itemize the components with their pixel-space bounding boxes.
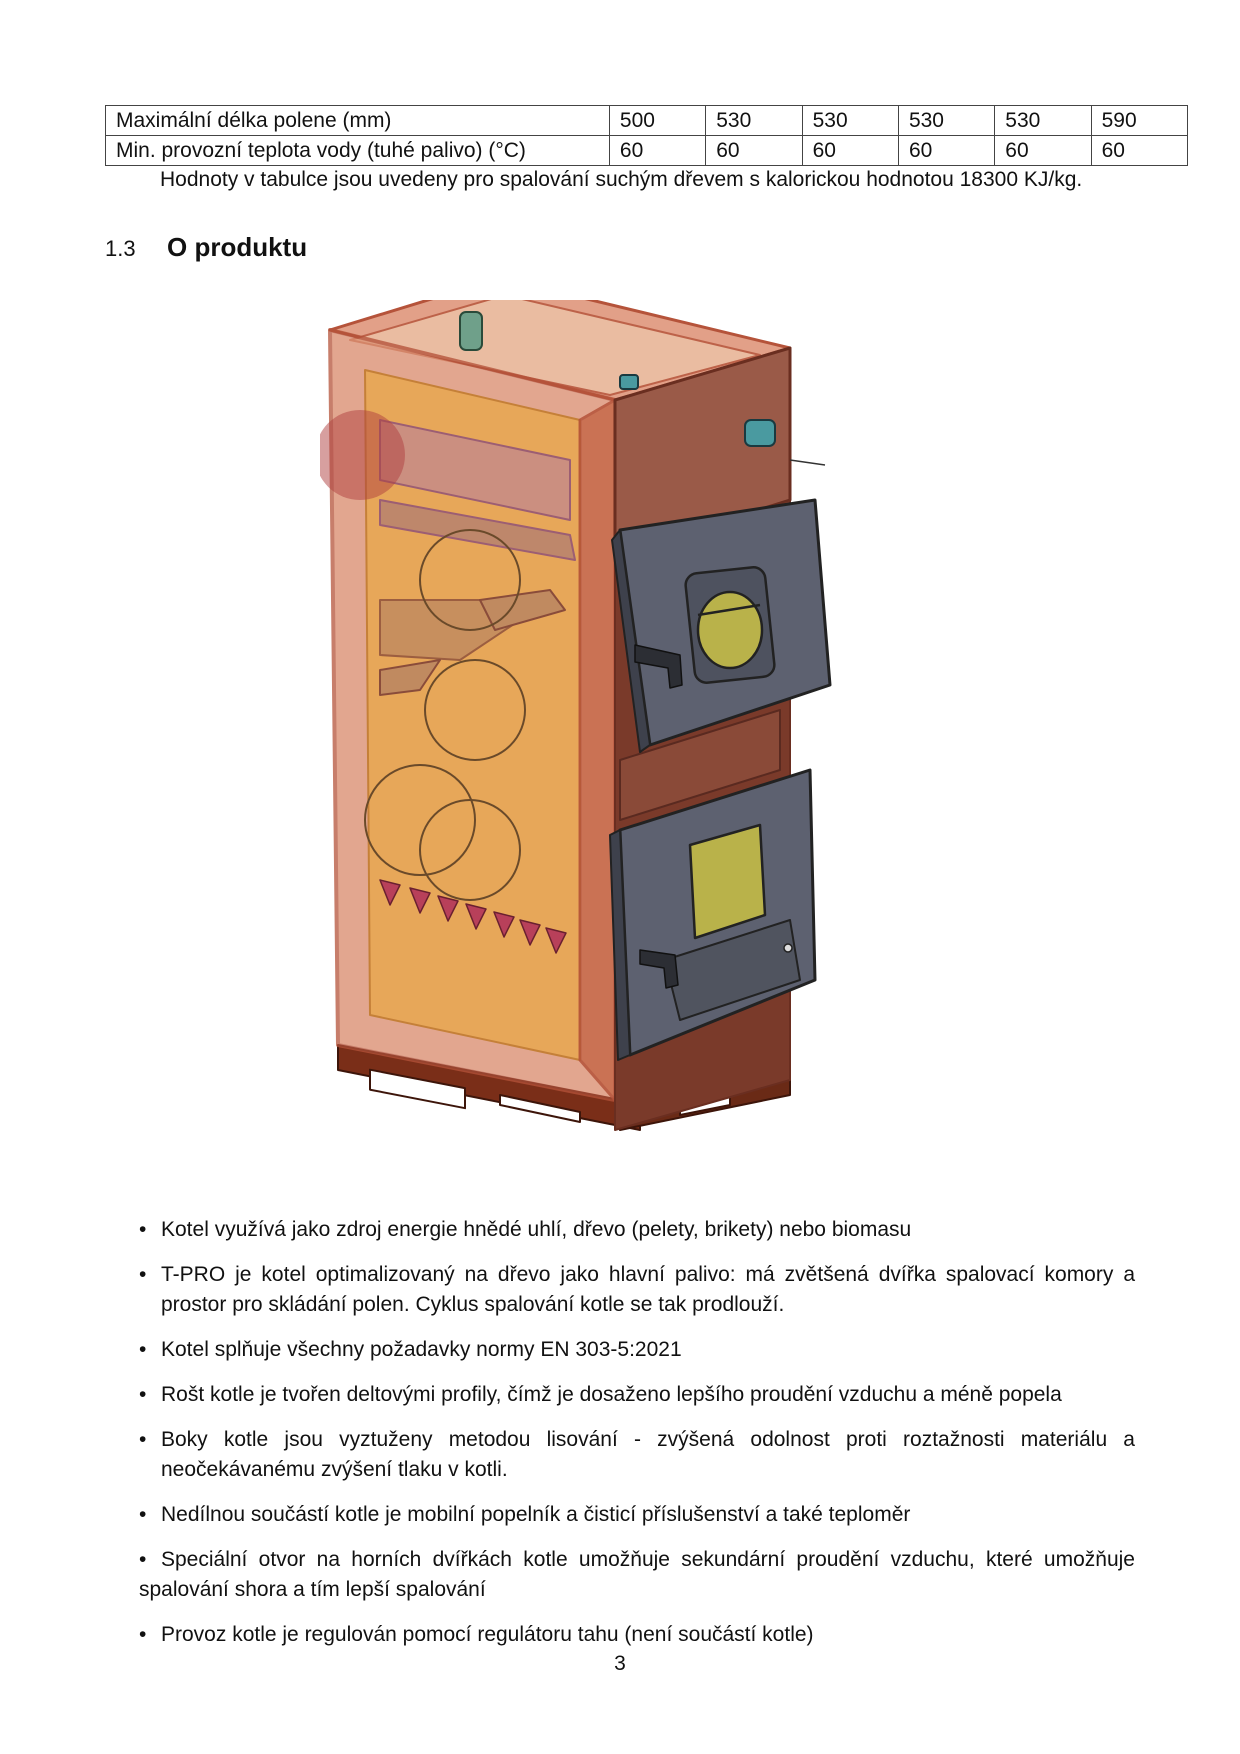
- list-item: [139, 1425, 1135, 1485]
- table-row: [106, 136, 1188, 166]
- list-item-text: Kotel splňuje všechny požadavky normy EN 303-5:2021: [161, 1338, 682, 1361]
- bullet-marker: •: [139, 1218, 147, 1241]
- list-item: [139, 1500, 1135, 1530]
- list-item-text: Boky kotle jsou vyztuženy metodou lisování - zvýšená odolnost proti roztažnosti materiálu a neočekávanému zvýšení tlaku v kotli.: [161, 1428, 1135, 1481]
- list-item-text: Provoz kotle je regulován pomocí regulátoru tahu (není součástí kotle): [161, 1623, 814, 1646]
- list-item-text: Kotel využívá jako zdroj energie hnědé uhlí, dřevo (pelety, brikety) nebo biomasu: [161, 1218, 912, 1241]
- list-item: [139, 1545, 1135, 1605]
- bullet-marker: •: [139, 1383, 147, 1406]
- flue-pipe: [460, 312, 482, 350]
- table-cell: 500: [609, 106, 705, 136]
- bullet-marker: •: [139, 1338, 147, 1361]
- table-cell: 530: [898, 106, 994, 136]
- table-cell: 60: [995, 136, 1091, 166]
- section-number: 1.3: [105, 236, 136, 261]
- table-cell: 60: [802, 136, 898, 166]
- spec-table: [105, 105, 1188, 166]
- list-item-text: Nedílnou součástí kotle je mobilní popelník a čisticí příslušenství a také teploměr: [161, 1503, 911, 1526]
- bullet-marker: •: [139, 1263, 147, 1286]
- list-item-text: T-PRO je kotel optimalizovaný na dřevo jako hlavní palivo: má zvětšená dvířka spalovací komory a prostor pro skládání polen. Cyklus spalování kotle se tak prodlouží.: [161, 1263, 1135, 1316]
- table-cell: 60: [609, 136, 705, 166]
- table-cell: 590: [1091, 106, 1187, 136]
- section-title: O produktu: [167, 232, 308, 262]
- table-cell-label: Maximální délka polene (mm): [106, 106, 610, 136]
- list-item-text: Speciální otvor na horních dvířkách kotle umožňuje sekundární proudění vzduchu, které umožňuje spalování shora a tím lepší spalování: [139, 1548, 1135, 1601]
- bullet-marker: •: [139, 1428, 147, 1451]
- list-item: [139, 1335, 1135, 1365]
- bullet-marker: •: [139, 1503, 147, 1526]
- outlet-pipe: [745, 420, 775, 446]
- table-cell: 60: [1091, 136, 1187, 166]
- table-cell: 530: [802, 106, 898, 136]
- secondary-air-opening: [698, 592, 762, 668]
- table-cell: 530: [995, 106, 1091, 136]
- feature-list: [139, 1215, 1135, 1665]
- list-item-text: Rošt kotle je tvořen deltovými profily, čímž je dosaženo lepšího proudění vzduchu a méně popela: [161, 1383, 1062, 1406]
- table-cell: 60: [898, 136, 994, 166]
- section-heading: [105, 232, 307, 263]
- table-note: Hodnoty v tabulce jsou uvedeny pro spalování suchým dřevem s kalorickou hodnotou 18300 KJ/kg.: [160, 168, 1083, 191]
- bullet-marker: •: [139, 1548, 147, 1571]
- table-row: [106, 106, 1188, 136]
- list-item: [139, 1260, 1135, 1320]
- table-cell-label: Min. provozní teplota vody (tuhé palivo) (°C): [106, 136, 610, 166]
- table-cell: 530: [706, 106, 802, 136]
- list-item: [139, 1215, 1135, 1245]
- bullet-marker: •: [139, 1623, 147, 1646]
- page-number: 3: [614, 1652, 626, 1675]
- table-cell: 60: [706, 136, 802, 166]
- list-item: [139, 1380, 1135, 1410]
- boiler-illustration: [320, 300, 880, 1160]
- list-item: [139, 1620, 1135, 1650]
